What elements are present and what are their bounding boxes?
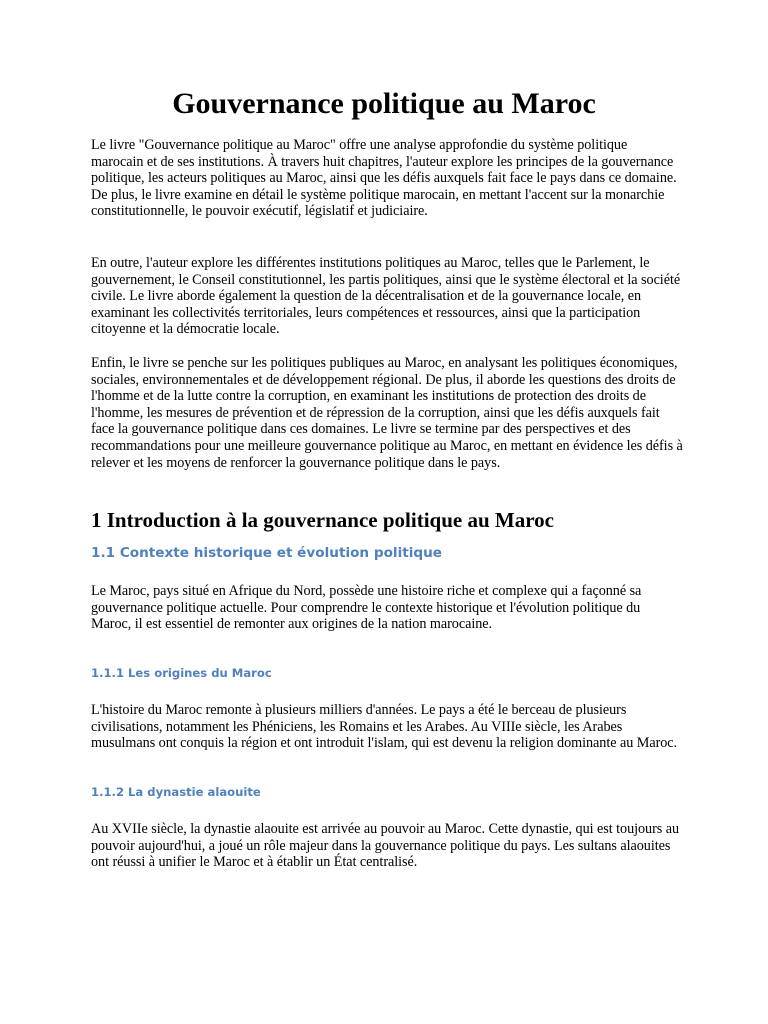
section-1-1-heading: 1.1 Contexte historique et évolution politique: [91, 545, 443, 561]
section-1-1-1-heading: 1.1.1 Les origines du Maroc: [91, 666, 272, 680]
section-1-1-2-paragraph: Au XVIIe siècle, la dynastie alaouite est arrivée au pouvoir au Maroc. Cette dynastie, qui est toujours au pouvoir aujourd'hui, a joué un rôle majeur dans la gouvernance politique du pays. Les sultans alaouites ont réussi à unifier le Maroc et à établir un État centralisé.: [91, 821, 680, 871]
section-1-1-1-paragraph: L'histoire du Maroc remonte à plusieurs milliers d'années. Le pays a été le berceau de plusieurs civilisations, notamment les Phéniciens, les Romains et les Arabes. Au VIIIe siècle, les Arabes musulmans ont conquis la région et ont introduit l'islam, qui est devenu la religion dominante au Maroc.: [91, 702, 678, 752]
document-title: Gouvernance politique au Maroc: [172, 87, 596, 120]
section-1-1-paragraph: Le Maroc, pays situé en Afrique du Nord, possède une histoire riche et complexe qui a façonné sa gouvernance politique actuelle. Pour comprendre le contexte historique et l'évolution politique du Maroc, il est essentiel de remonter aux origines de la nation marocaine.: [91, 583, 642, 633]
section-1-1-2-heading: 1.1.2 La dynastie alaouite: [91, 785, 261, 799]
intro-paragraph-2: En outre, l'auteur explore les différentes institutions politiques au Maroc, telles que le Parlement, le gouvernement, le Conseil constitutionnel, les partis politiques, ainsi que le système électoral et la société civile. Le livre aborde également la question de la décentralisation et de la gouvernance locale, en examinant les collectivités territoriales, leurs compétences et ressources, ainsi que la participation citoyenne et la démocratie locale.: [91, 255, 681, 338]
intro-paragraph-1: Le livre "Gouvernance politique au Maroc" offre une analyse approfondie du système politique marocain et de ses institutions. À travers huit chapitres, l'auteur explore les principes de la gouvernance politique, les acteurs politiques au Maroc, ainsi que les défis auxquels fait face le pays dans ce domaine. De plus, le livre examine en détail le système politique marocain, en mettant l'accent sur la monarchie constitutionnelle, le pouvoir exécutif, législatif et judiciaire.: [91, 137, 677, 220]
chapter-1-heading: 1 Introduction à la gouvernance politique au Maroc: [91, 508, 554, 532]
intro-paragraph-3: Enfin, le livre se penche sur les politiques publiques au Maroc, en analysant les politiques économiques, sociales, environnementales et de développement régional. De plus, il aborde les questions des droits de l'homme et de la lutte contre la corruption, en examinant les institutions de protection des droits de l'homme, les mesures de prévention et de répression de la corruption, ainsi que les défis auxquels fait face la gouvernance politique dans ces domaines. Le livre se termine par des perspectives et des recommandations pour une meilleure gouvernance politique au Maroc, en mettant en évidence les défis à relever et les moyens de renforcer la gouvernance politique dans le pays.: [91, 355, 683, 471]
